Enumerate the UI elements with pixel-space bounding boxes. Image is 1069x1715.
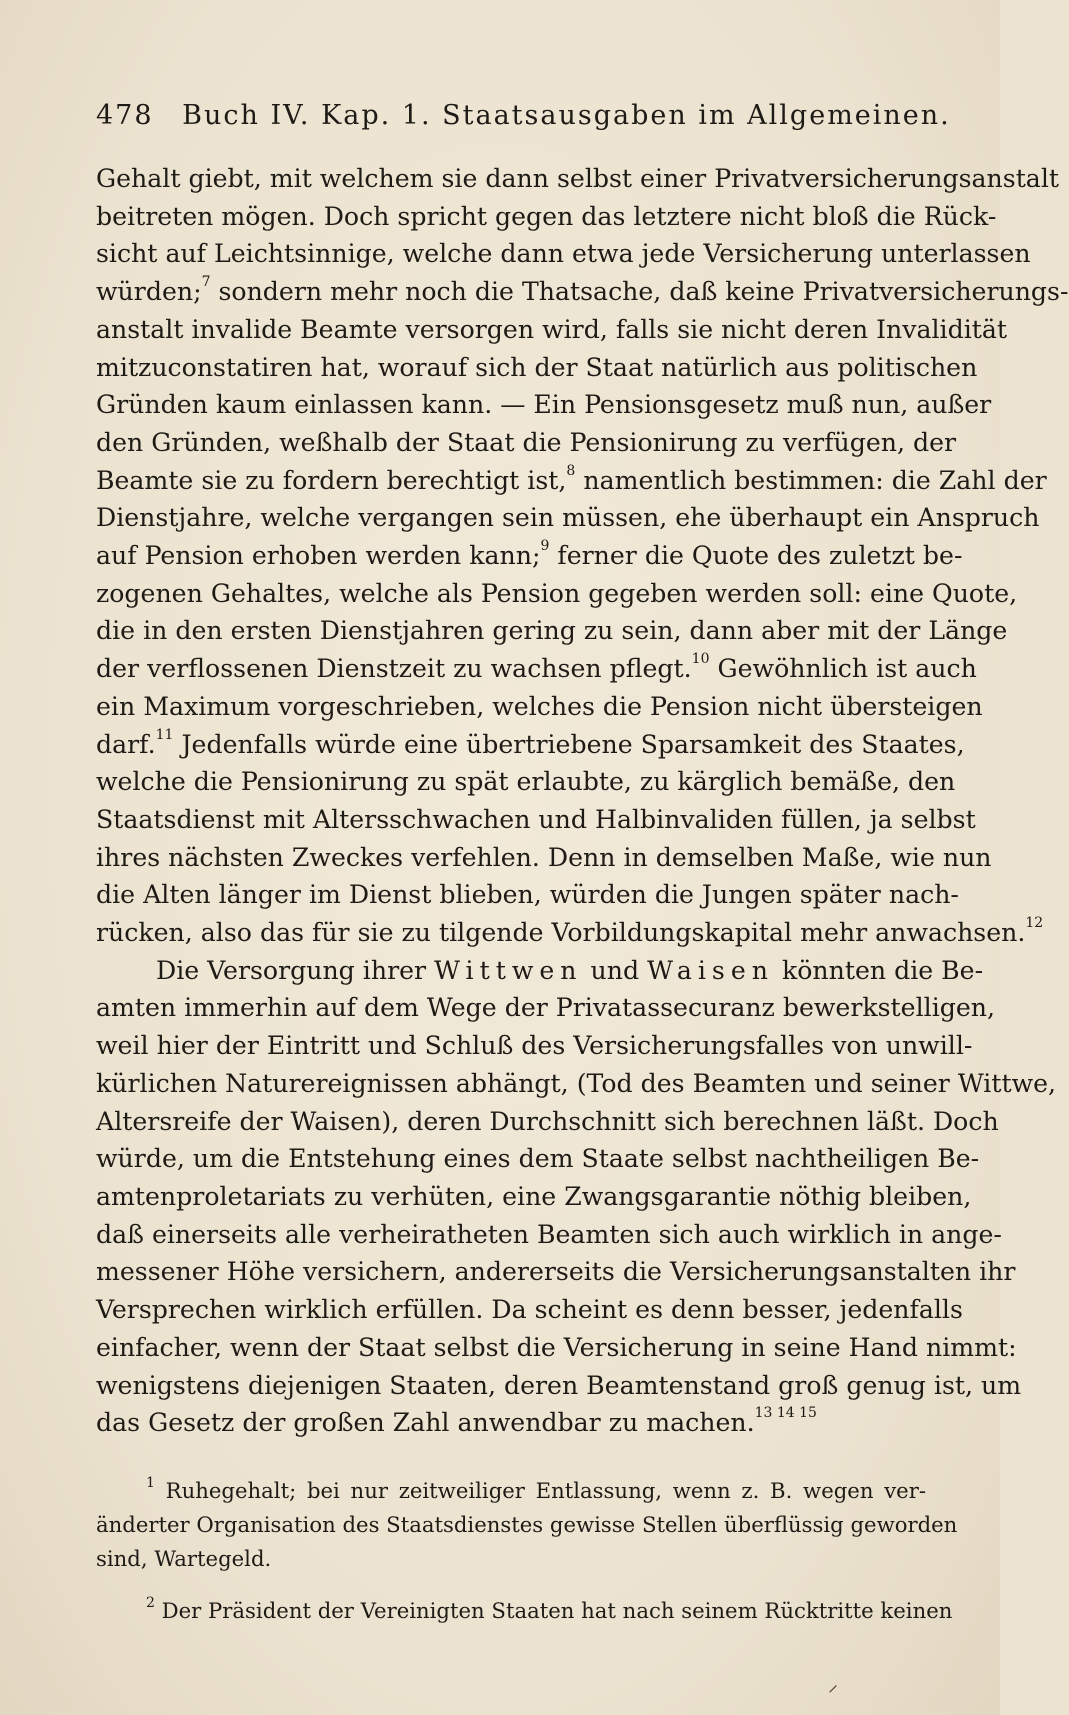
text-fragment: das Gesetz der großen Zahl anwendbar zu machen. [96, 1408, 755, 1438]
text-fragment: der verflossenen Dienstzeit zu wachsen pflegt. [96, 654, 692, 684]
footnote-number: 2 [146, 1595, 155, 1611]
footnote-ref: 7 [201, 274, 211, 291]
text-line [96, 726, 965, 764]
text-line: einfacher, wenn der Staat selbst die Versicherung in seine Hand nimmt: [96, 1332, 1017, 1362]
text-line: wenigstens diejenigen Staaten, deren Beamtenstand groß genug ist, um [96, 1370, 1022, 1400]
text-fragment: könnten die Be- [773, 955, 984, 985]
text-line [96, 273, 1069, 311]
footnote-line [96, 1594, 953, 1628]
footnotes [96, 1474, 958, 1628]
text-line: weil hier der Eintritt und Schluß des Versicherungsfalles von unwill- [96, 1031, 973, 1061]
footnote-ref: 9 [540, 538, 550, 555]
text-line: Altersreife der Waisen), deren Durchschnitt sich berechnen läßt. Doch [96, 1106, 999, 1136]
footnote-line [96, 1474, 926, 1508]
text-line: kürlichen Naturereignissen abhängt, (Tod des Beamten und seiner Wittwe, [96, 1068, 1057, 1098]
text-line: Staatsdienst mit Altersschwachen und Halbinvaliden füllen, ja selbst [96, 804, 976, 834]
spaced-word: Wittwen [434, 955, 583, 985]
text-fragment: Beamte sie zu fordern berechtigt ist, [96, 465, 567, 495]
text-fragment: würden; [96, 277, 202, 307]
text-fragment: Jedenfalls würde eine übertriebene Sparsamkeit des Staates, [173, 729, 965, 759]
footnote-line: sind, Wartegeld. [96, 1546, 272, 1571]
text-line: daß einerseits alle verheiratheten Beamten sich auch wirklich in ange- [96, 1219, 1002, 1249]
text-fragment: rücken, also das für sie zu tilgende Vorbildungskapital mehr anwachsen. [96, 918, 1026, 948]
text-line: Dienstjahre, welche vergangen sein müssen, ehe überhaupt ein Anspruch [96, 503, 1040, 533]
text-line: welche die Pensionirung zu spät erlaubte, zu kärglich bemäße, den [96, 767, 956, 797]
text-line: sicht auf Leichtsinnige, welche dann etwa jede Versicherung unterlassen [96, 239, 1031, 269]
footnote-text: Ruhegehalt; bei nur zeitweiliger Entlassung, wenn z. B. wegen ver- [154, 1478, 926, 1503]
text-line: amtenproletariats zu verhüten, eine Zwangsgarantie nöthig bleiben, [96, 1181, 972, 1211]
text-fragment: Gewöhnlich ist auch [709, 654, 977, 684]
text-line: zogenen Gehaltes, welche als Pension gegeben werden soll: eine Quote, [96, 578, 1018, 608]
text-line: die Alten länger im Dienst blieben, würden die Jungen später nach- [96, 880, 959, 910]
footnote-ref: 13 14 15 [754, 1405, 817, 1422]
text-line: Gründen kaum einlassen kann. — Ein Pensionsgesetz muß nun, außer [96, 390, 992, 420]
text-line: anstalt invalide Beamte versorgen wird, falls sie nicht deren Invalidität [96, 314, 1008, 344]
text-fragment: sondern mehr noch die Thatsache, daß keine Privatversicherungs- [210, 277, 1069, 307]
text-line: mitzuconstatiren hat, worauf sich der Staat natürlich aus politischen [96, 352, 978, 382]
footnote-number: 1 [146, 1475, 155, 1491]
text-line: beitreten mögen. Doch spricht gegen das letztere nicht bloß die Rück- [96, 201, 997, 231]
text-fragment: Die Versorgung ihrer [156, 955, 435, 985]
text-fragment: darf. [96, 729, 156, 759]
spaced-word: Waisen [647, 955, 774, 985]
text-line [96, 1404, 926, 1442]
text-line [96, 914, 1044, 952]
text-line [96, 952, 984, 990]
text-line [96, 650, 977, 688]
text-line: Gehalt giebt, mit welchem sie dann selbst einer Privatversicherungsanstalt [96, 164, 1060, 193]
text-fragment: ferner die Quote des zuletzt be- [549, 541, 963, 571]
text-line: Versprechen wirklich erfüllen. Da scheint es denn besser, jedenfalls [96, 1295, 963, 1325]
running-title: Buch IV. Kap. 1. Staatsausgaben im Allgemeinen. [182, 100, 951, 131]
text-line: würde, um die Entstehung eines dem Staate selbst nachtheiligen Be- [96, 1144, 980, 1174]
footnote-line: änderter Organisation des Staatsdienstes gewisse Stellen überflüssig geworden [96, 1512, 958, 1537]
text-line: den Gründen, weßhalb der Staat die Pensionirung zu verfügen, der [96, 427, 957, 457]
text-fragment: auf Pension erhoben werden kann; [96, 541, 541, 571]
text-fragment: namentlich bestimmen: die Zahl der [575, 465, 1047, 495]
stray-mark: ⸝ [828, 1672, 838, 1696]
text-line: die in den ersten Dienstjahren gering zu sein, dann aber mit der Länge [96, 616, 1008, 646]
body-text [96, 160, 1069, 1442]
footnote-ref: 12 [1025, 915, 1044, 932]
text-line: amten immerhin auf dem Wege der Privatassecuranz bewerkstelligen, [96, 993, 996, 1023]
text-line: messener Höhe versichern, andererseits die Versicherungsanstalten ihr [96, 1257, 1016, 1287]
text-line [96, 462, 1047, 500]
footnote-ref: 10 [691, 651, 710, 668]
page-number: 478 [96, 100, 154, 131]
footnote-ref: 11 [155, 726, 174, 743]
footnote-text: Der Präsident der Vereinigten Staaten hat nach seinem Rücktritte keinen [154, 1598, 953, 1623]
text-fragment: und [582, 955, 648, 985]
running-header [96, 100, 951, 131]
text-line [96, 537, 963, 575]
footnote-ref: 8 [566, 462, 576, 479]
text-line: ihres nächsten Zweckes verfehlen. Denn in demselben Maße, wie nun [96, 842, 992, 872]
text-line: ein Maximum vorgeschrieben, welches die Pension nicht übersteigen [96, 691, 983, 721]
